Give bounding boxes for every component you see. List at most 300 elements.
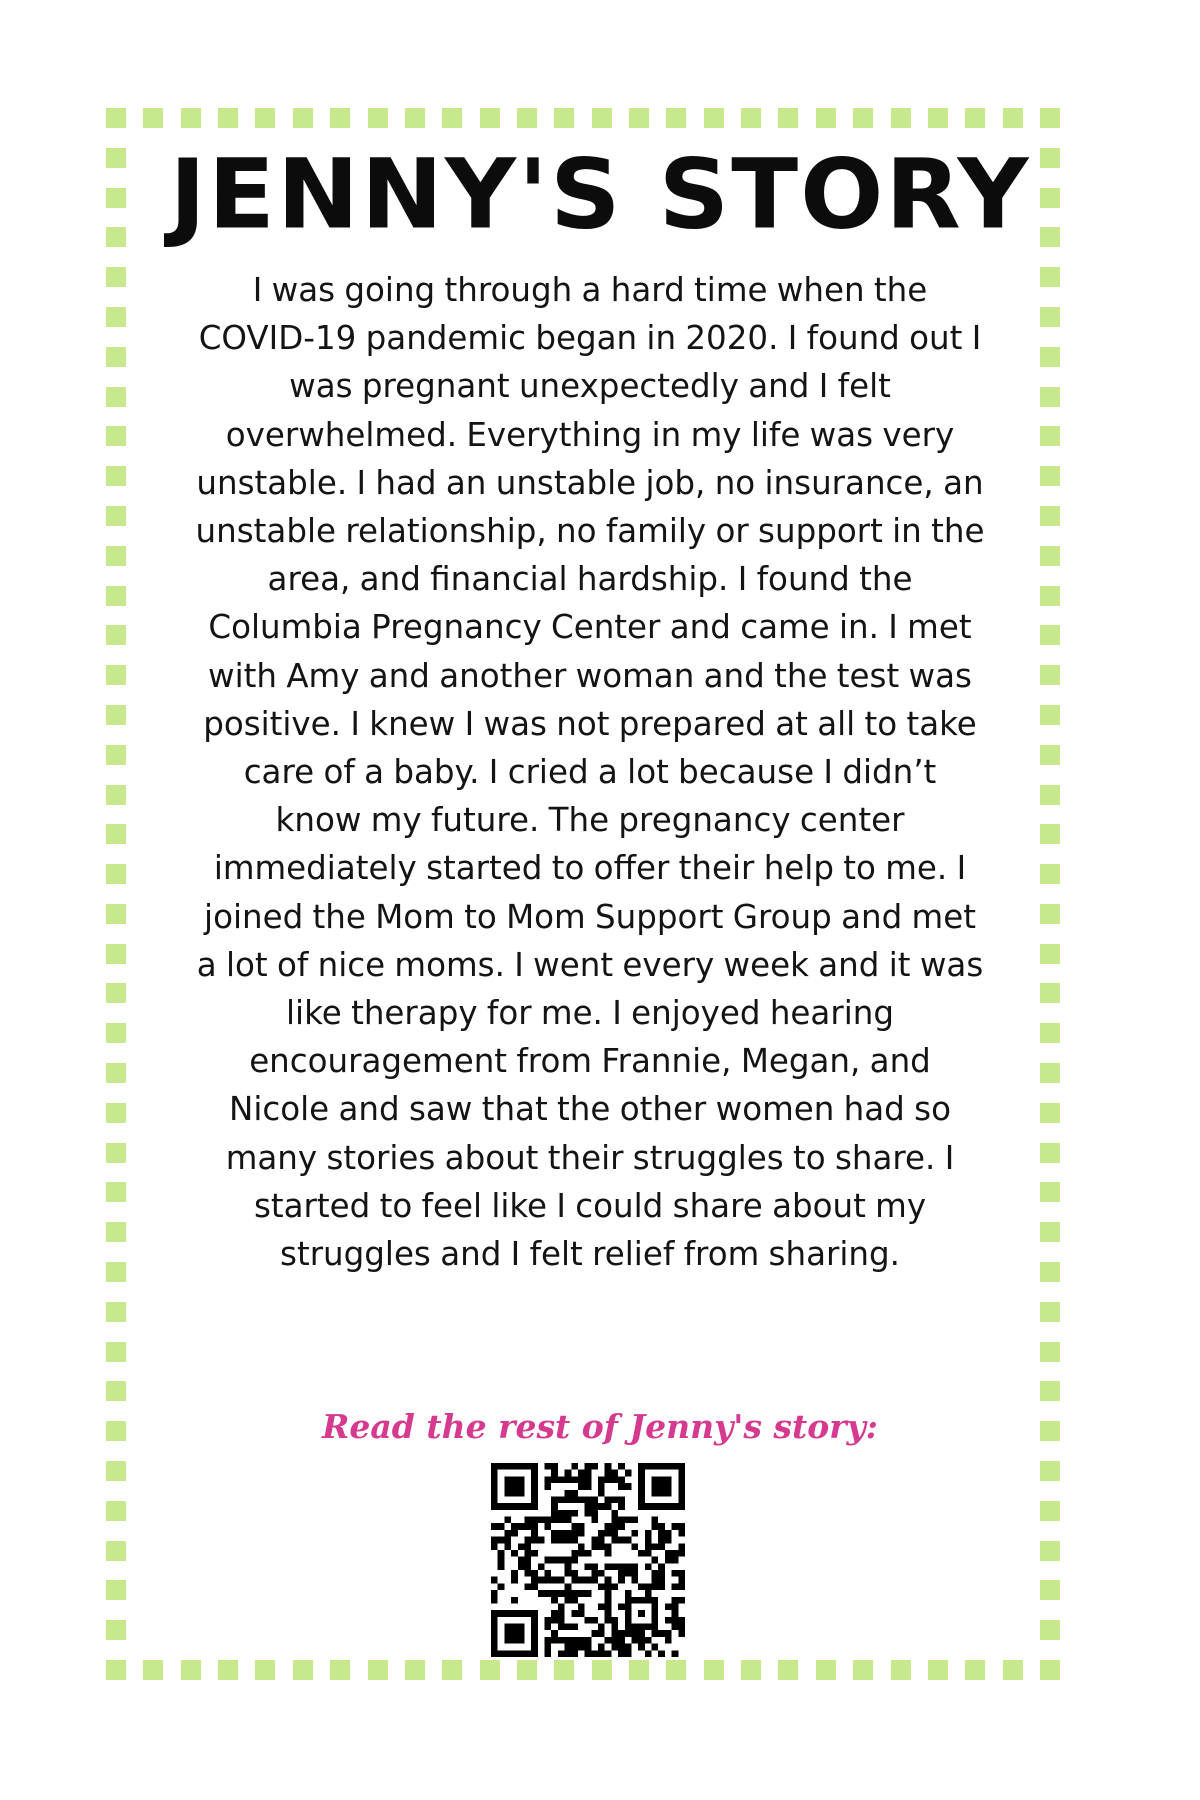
qr-module	[618, 1644, 625, 1651]
qr-module	[518, 1523, 525, 1530]
qr-module	[578, 1470, 585, 1477]
qr-module	[638, 1550, 645, 1557]
qr-module	[491, 1543, 498, 1550]
qr-module	[618, 1476, 625, 1483]
qr-module	[605, 1610, 612, 1617]
qr-module	[531, 1644, 538, 1651]
qr-module	[518, 1610, 525, 1617]
qr-module	[618, 1483, 625, 1490]
story-line: with Amy and another woman and the test was	[208, 656, 972, 695]
qr-module	[498, 1537, 505, 1544]
qr-module	[524, 1537, 531, 1544]
qr-module	[571, 1523, 578, 1530]
qr-module	[504, 1630, 511, 1637]
qr-module	[605, 1470, 612, 1477]
story-line: COVID-19 pandemic began in 2020. I found out I	[198, 319, 982, 358]
qr-module	[558, 1557, 565, 1564]
qr-module	[638, 1610, 645, 1617]
qr-module	[631, 1624, 638, 1631]
qr-module	[571, 1597, 578, 1604]
qr-module	[618, 1517, 625, 1524]
story-line: care of a baby. I cried a lot because I didn’t	[243, 753, 937, 792]
qr-module	[558, 1610, 565, 1617]
qr-module	[658, 1583, 665, 1590]
qr-module	[658, 1630, 665, 1637]
qr-module	[531, 1550, 538, 1557]
qr-module	[545, 1476, 552, 1483]
qr-module	[565, 1570, 572, 1577]
qr-module	[524, 1463, 531, 1470]
story-line: joined the Mom to Mom Support Group and met	[204, 897, 976, 936]
qr-module	[498, 1550, 505, 1557]
qr-module	[658, 1490, 665, 1497]
story-line: encouragement from Frannie, Megan, and	[249, 1042, 931, 1081]
qr-module	[518, 1503, 525, 1510]
qr-module	[511, 1476, 518, 1483]
qr-module	[605, 1563, 612, 1570]
qr-module	[665, 1537, 672, 1544]
qr-module	[585, 1577, 592, 1584]
qr-module	[491, 1470, 498, 1477]
qr-module	[571, 1610, 578, 1617]
qr-module	[625, 1517, 632, 1524]
qr-module	[672, 1617, 679, 1624]
qr-module	[611, 1637, 618, 1644]
qr-module	[498, 1610, 505, 1617]
qr-module	[598, 1503, 605, 1510]
qr-module	[538, 1577, 545, 1584]
qr-module	[652, 1503, 659, 1510]
qr-module	[504, 1463, 511, 1470]
qr-module	[625, 1603, 632, 1610]
qr-module	[638, 1637, 645, 1644]
qr-module	[531, 1463, 538, 1470]
qr-module	[511, 1570, 518, 1577]
qr-module	[665, 1550, 672, 1557]
qr-module	[518, 1630, 525, 1637]
qr-module	[578, 1483, 585, 1490]
qr-module	[504, 1490, 511, 1497]
qr-module	[665, 1476, 672, 1483]
qr-module	[611, 1624, 618, 1631]
qr-module	[665, 1530, 672, 1537]
qr-module	[511, 1483, 518, 1490]
qr-module	[598, 1570, 605, 1577]
qr-module	[531, 1610, 538, 1617]
story-line: unstable relationship, no family or support in the	[195, 512, 985, 551]
qr-module	[504, 1530, 511, 1537]
qr-module	[498, 1583, 505, 1590]
qr-module	[611, 1476, 618, 1483]
qr-module	[511, 1577, 518, 1584]
qr-module	[678, 1523, 685, 1530]
qr-module	[545, 1637, 552, 1644]
qr-module	[605, 1597, 612, 1604]
qr-module	[638, 1476, 645, 1483]
qr-module	[518, 1624, 525, 1631]
qr-module	[578, 1644, 585, 1651]
qr-module	[638, 1470, 645, 1477]
qr-module	[518, 1476, 525, 1483]
qr-module	[645, 1563, 652, 1570]
qr-module	[531, 1503, 538, 1510]
qr-code-icon[interactable]	[491, 1463, 685, 1657]
qr-module	[672, 1603, 679, 1610]
qr-module	[611, 1517, 618, 1524]
qr-module	[625, 1597, 632, 1604]
qr-module	[518, 1490, 525, 1497]
qr-module	[524, 1543, 531, 1550]
qr-module	[672, 1463, 679, 1470]
qr-module	[551, 1530, 558, 1537]
qr-module	[591, 1617, 598, 1624]
qr-module	[571, 1644, 578, 1651]
qr-module	[672, 1570, 679, 1577]
qr-module	[571, 1537, 578, 1544]
qr-module	[618, 1650, 625, 1657]
qr-module	[585, 1617, 592, 1624]
qr-module	[591, 1503, 598, 1510]
story-line: know my future. The pregnancy center	[275, 801, 905, 840]
qr-module	[638, 1483, 645, 1490]
qr-module	[605, 1650, 612, 1657]
qr-module	[585, 1550, 592, 1557]
qr-module	[578, 1530, 585, 1537]
qr-module	[504, 1503, 511, 1510]
qr-module	[598, 1630, 605, 1637]
qr-module	[618, 1637, 625, 1644]
qr-module	[511, 1624, 518, 1631]
qr-module	[545, 1617, 552, 1624]
qr-module	[652, 1610, 659, 1617]
qr-module	[625, 1537, 632, 1544]
qr-module	[504, 1637, 511, 1644]
qr-module	[618, 1537, 625, 1544]
qr-module	[571, 1557, 578, 1564]
qr-module	[618, 1570, 625, 1577]
qr-module	[491, 1630, 498, 1637]
qr-module	[625, 1650, 632, 1657]
qr-module	[591, 1543, 598, 1550]
qr-module	[618, 1463, 625, 1470]
qr-module	[518, 1483, 525, 1490]
qr-module	[598, 1483, 605, 1490]
qr-module	[511, 1597, 518, 1604]
qr-module	[578, 1550, 585, 1557]
qr-module	[638, 1597, 645, 1604]
qr-module	[491, 1610, 498, 1617]
qr-module	[538, 1590, 545, 1597]
qr-module	[658, 1523, 665, 1530]
qr-module	[658, 1476, 665, 1483]
qr-module	[491, 1463, 498, 1470]
qr-module	[565, 1557, 572, 1564]
qr-module	[565, 1590, 572, 1597]
qr-module	[678, 1503, 685, 1510]
qr-module	[524, 1583, 531, 1590]
qr-module	[565, 1490, 572, 1497]
qr-module	[645, 1590, 652, 1597]
qr-module	[558, 1590, 565, 1597]
qr-module	[545, 1463, 552, 1470]
qr-module	[598, 1543, 605, 1550]
qr-module	[598, 1530, 605, 1537]
qr-module	[565, 1510, 572, 1517]
story-line: Columbia Pregnancy Center and came in. I met	[208, 608, 972, 647]
qr-module	[565, 1644, 572, 1651]
qr-module	[585, 1644, 592, 1651]
qr-module	[625, 1617, 632, 1624]
qr-module	[605, 1617, 612, 1624]
qr-module	[524, 1550, 531, 1557]
story-line: started to feel like I could share about my	[253, 1186, 927, 1225]
story-line: was pregnant unexpectedly and I felt	[289, 367, 891, 406]
qr-module	[658, 1463, 665, 1470]
qr-module	[571, 1463, 578, 1470]
qr-module	[652, 1583, 659, 1590]
story-line: area, and financial hardship. I found the	[267, 560, 913, 599]
qr-module	[638, 1496, 645, 1503]
qr-module	[678, 1577, 685, 1584]
qr-module	[652, 1523, 659, 1530]
qr-module	[591, 1517, 598, 1524]
qr-module	[511, 1490, 518, 1497]
qr-module	[631, 1637, 638, 1644]
qr-module	[504, 1517, 511, 1524]
qr-module	[538, 1517, 545, 1524]
qr-module	[658, 1543, 665, 1550]
story-line: unstable. I had an unstable job, no insurance, an	[196, 463, 984, 502]
qr-module	[571, 1637, 578, 1644]
qr-module	[678, 1583, 685, 1590]
qr-module	[618, 1496, 625, 1503]
qr-module	[491, 1637, 498, 1644]
qr-module	[571, 1496, 578, 1503]
qr-module	[638, 1503, 645, 1510]
qr-module	[531, 1570, 538, 1577]
qr-module	[491, 1523, 498, 1530]
qr-module	[638, 1463, 645, 1470]
qr-module	[531, 1490, 538, 1497]
qr-module	[585, 1476, 592, 1483]
qr-module	[631, 1530, 638, 1537]
qr-module	[504, 1650, 511, 1657]
qr-module	[565, 1597, 572, 1604]
qr-module	[504, 1610, 511, 1617]
qr-module	[531, 1583, 538, 1590]
qr-module	[585, 1510, 592, 1517]
read-more-prompt: Read the rest of Jenny's story:	[322, 1407, 878, 1446]
qr-module	[558, 1637, 565, 1644]
qr-module	[571, 1570, 578, 1577]
qr-module	[531, 1650, 538, 1657]
qr-module	[545, 1650, 552, 1657]
qr-module	[551, 1617, 558, 1624]
qr-module	[611, 1510, 618, 1517]
qr-module	[531, 1523, 538, 1530]
qr-module	[571, 1590, 578, 1597]
qr-module	[605, 1543, 612, 1550]
qr-module	[598, 1603, 605, 1610]
qr-module	[605, 1523, 612, 1530]
qr-module	[491, 1503, 498, 1510]
story-line: overwhelmed. Everything in my life was very	[225, 415, 955, 454]
qr-module	[591, 1570, 598, 1577]
page-title: JENNY'S STORY	[169, 139, 1031, 251]
qr-module	[658, 1503, 665, 1510]
qr-module	[518, 1563, 525, 1570]
qr-module	[518, 1637, 525, 1644]
qr-module	[571, 1624, 578, 1631]
qr-module	[591, 1630, 598, 1637]
qr-module	[551, 1470, 558, 1477]
qr-module	[551, 1577, 558, 1584]
qr-module	[611, 1496, 618, 1503]
qr-module	[504, 1476, 511, 1483]
qr-module	[598, 1537, 605, 1544]
qr-module	[605, 1463, 612, 1470]
qr-module	[504, 1537, 511, 1544]
qr-module	[518, 1557, 525, 1564]
qr-module	[598, 1476, 605, 1483]
qr-module	[658, 1483, 665, 1490]
qr-module	[545, 1577, 552, 1584]
qr-module	[625, 1470, 632, 1477]
qr-module	[678, 1496, 685, 1503]
qr-module	[518, 1543, 525, 1550]
qr-module	[631, 1543, 638, 1550]
qr-module	[551, 1557, 558, 1564]
qr-module	[565, 1583, 572, 1590]
qr-module	[678, 1570, 685, 1577]
qr-module	[491, 1476, 498, 1483]
qr-module	[652, 1476, 659, 1483]
qr-module	[524, 1610, 531, 1617]
qr-module	[551, 1610, 558, 1617]
qr-module	[665, 1617, 672, 1624]
qr-module	[652, 1644, 659, 1651]
qr-module	[652, 1617, 659, 1624]
qr-module	[545, 1570, 552, 1577]
qr-module	[585, 1496, 592, 1503]
qr-module	[598, 1650, 605, 1657]
qr-module	[658, 1577, 665, 1584]
qr-module	[591, 1496, 598, 1503]
qr-module	[631, 1570, 638, 1577]
qr-module	[558, 1537, 565, 1544]
qr-module	[558, 1476, 565, 1483]
qr-module	[565, 1517, 572, 1524]
qr-module	[545, 1590, 552, 1597]
story-line: like therapy for me. I enjoyed hearing	[286, 994, 894, 1033]
qr-module	[498, 1503, 505, 1510]
qr-module	[652, 1577, 659, 1584]
qr-module	[531, 1637, 538, 1644]
qr-module	[578, 1523, 585, 1530]
qr-module	[585, 1590, 592, 1597]
qr-module	[558, 1530, 565, 1537]
qr-module	[605, 1496, 612, 1503]
qr-module	[578, 1476, 585, 1483]
qr-module	[618, 1563, 625, 1570]
qr-module	[565, 1624, 572, 1631]
qr-module	[571, 1530, 578, 1537]
qr-module	[585, 1470, 592, 1477]
qr-module	[638, 1490, 645, 1497]
qr-module	[672, 1503, 679, 1510]
qr-module	[531, 1537, 538, 1544]
qr-module	[491, 1597, 498, 1604]
qr-module	[531, 1630, 538, 1637]
qr-module	[652, 1624, 659, 1631]
qr-module	[625, 1624, 632, 1631]
qr-module	[652, 1557, 659, 1564]
qr-module	[531, 1577, 538, 1584]
qr-module	[585, 1650, 592, 1657]
qr-module	[665, 1483, 672, 1490]
qr-module	[598, 1624, 605, 1631]
qr-module	[631, 1577, 638, 1584]
qr-module	[491, 1496, 498, 1503]
qr-module	[672, 1624, 679, 1631]
qr-module	[551, 1590, 558, 1597]
qr-module	[598, 1490, 605, 1497]
qr-module	[678, 1617, 685, 1624]
qr-module	[645, 1597, 652, 1604]
qr-module	[591, 1577, 598, 1584]
qr-module	[665, 1557, 672, 1564]
qr-module	[531, 1617, 538, 1624]
qr-module	[524, 1570, 531, 1577]
qr-module	[558, 1603, 565, 1610]
qr-module	[578, 1603, 585, 1610]
qr-module	[531, 1476, 538, 1483]
qr-module	[524, 1503, 531, 1510]
qr-module	[578, 1496, 585, 1503]
qr-module	[491, 1490, 498, 1497]
qr-module	[571, 1577, 578, 1584]
qr-module	[652, 1490, 659, 1497]
qr-module	[631, 1563, 638, 1570]
qr-module	[625, 1563, 632, 1570]
qr-module	[571, 1490, 578, 1497]
qr-module	[678, 1630, 685, 1637]
qr-module	[524, 1650, 531, 1657]
qr-module	[591, 1563, 598, 1570]
qr-module	[591, 1463, 598, 1470]
qr-module	[518, 1650, 525, 1657]
qr-module	[645, 1537, 652, 1544]
story-line: many stories about their struggles to share. I	[225, 1138, 955, 1177]
qr-module	[511, 1523, 518, 1530]
qr-module	[591, 1650, 598, 1657]
qr-module	[611, 1530, 618, 1537]
qr-module	[638, 1624, 645, 1631]
qr-module	[491, 1650, 498, 1657]
qr-module	[511, 1503, 518, 1510]
qr-module	[678, 1624, 685, 1631]
qr-module	[611, 1470, 618, 1477]
qr-module	[498, 1523, 505, 1530]
qr-module	[551, 1597, 558, 1604]
qr-module	[625, 1644, 632, 1651]
qr-module	[551, 1463, 558, 1470]
qr-module	[551, 1517, 558, 1524]
qr-module	[638, 1583, 645, 1590]
qr-module	[658, 1570, 665, 1577]
qr-module	[504, 1624, 511, 1631]
qr-module	[504, 1483, 511, 1490]
